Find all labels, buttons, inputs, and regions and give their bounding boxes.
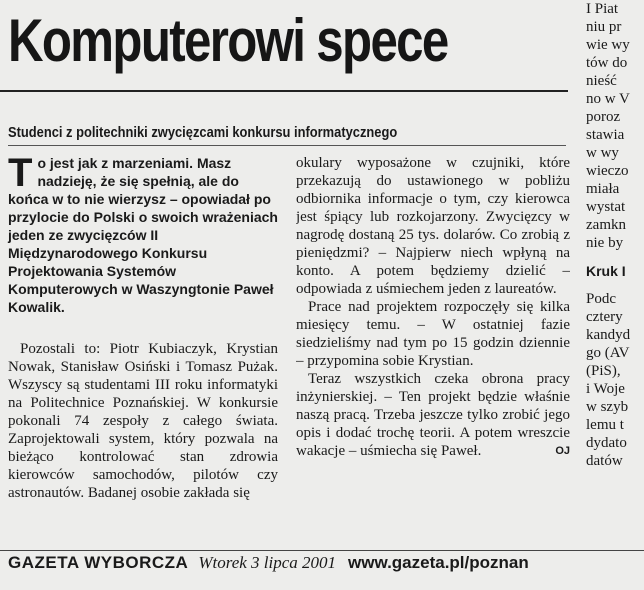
article-column-1 [8,151,278,316]
article-paragraph-2: Prace nad projektem rozpoczęły się kilka miesięcy temu. – W ostatniej fazie siedzieliśmy nad tym po 15 godzin dziennie – przypomina sobie Krystian. [296,299,570,369]
adjacent-line: wystat [586,199,626,215]
adjacent-line: w szyb [586,399,629,415]
footer-rule [0,550,644,551]
adjacent-line: cztery [586,309,623,325]
issue-date: Wtorek 3 lipca 2001 [198,553,337,572]
adjacent-line: i Woje [586,381,625,397]
article-paragraph-1: Pozostali to: Piotr Kubiaczyk, Krystian Nowak, Stanisław Osiński i Tomasz Pużak. Wszyscy są studentami III roku informatyki na Politechnice Poznańskiej. W konkursie pokonali 74 zespoły z całego świata. Zaprojektowali system, który pozwala na bieżąco kontrolować stan zdrowia kierowców samochodów, pilotów czy astronautów. Badanej osobie zakłada się [8,341,278,501]
adjacent-line: (PiS), [586,363,621,379]
article-column-1-body [8,340,278,545]
adjacent-line: w wy [586,145,619,161]
adjacent-line: wieczo [586,163,629,179]
adjacent-line: wie wy [586,37,630,53]
subheadline-rule [8,145,566,146]
lead-text: o jest jak z marzeniami. Masz nadzieję, że się spełnią, ale do końca w to nie wierzysz – opowiadał po przylocie do Polski o swoich wrażeniach jeden ze zwycięzców II Międzynarodowego Konkursu Projektowania Systemów Komputerowych w Waszyngtonie Paweł Kowalik. [8,155,278,315]
drop-cap: T [8,151,33,195]
adjacent-subtitle: Kruk I [586,263,626,279]
adjacent-line: nie by [586,235,624,251]
article-paragraph-3 [296,370,570,460]
adjacent-line: datów [586,453,623,469]
headline: Komputerowi spece [8,7,448,74]
adjacent-line: lemu t [586,417,624,433]
adjacent-line: niu pr [586,19,622,35]
adjacent-line: zamkn [586,217,626,233]
adjacent-line: kandyd [586,327,631,343]
adjacent-line: Podc [586,291,616,307]
adjacent-article-bottom [586,290,644,470]
adjacent-line: tów do [586,55,628,71]
article-lead [8,151,278,316]
newspaper-name: GAZETA WYBORCZA [8,553,189,572]
paragraph-3-text: Teraz wszystkich czeka obrona pracy inżynierskiej. – Ten projekt będzie właśnie naszą pracą. Trzeba jeszcze tylko zrobić jego opis i dodać trochę teorii. A potem wreszcie wakacje – uśmiecha się Paweł. [296,371,570,459]
adjacent-line: miała [586,181,620,197]
article-paragraph-1-continued: okulary wyposażone w czujniki, które przekazują do ustawionego w pobliżu odbiornika informacje o tym, czy kierowca jest śpiący lub rozkojarzony. Zwycięzcy w nagrodę dostaną 25 tys. dolarów. Co zrobią z pieniędzmi? – Najpierw niech wpłyną na konto. A potem będziemy dzielić – odpowiada z uśmiechem jeden z laureatów. [296,155,570,297]
headline-rule [0,90,568,92]
footer [8,553,644,573]
adjacent-line: poroz [586,109,621,125]
adjacent-line: dydato [586,435,627,451]
adjacent-line: nieść [586,73,617,89]
adjacent-line: no w V [586,91,630,107]
adjacent-article-top [586,0,644,252]
adjacent-line: go (AV [586,345,630,361]
subheadline: Studenci z politechniki zwycięzcami konkursu informatycznego [8,124,398,141]
adjacent-article [586,0,644,590]
website-url: www.gazeta.pl/poznan [348,553,529,572]
author-signature: OJ [555,445,570,457]
adjacent-line: stawia [586,127,625,143]
adjacent-line: I Piat [586,1,619,17]
article-column-2 [296,154,570,546]
